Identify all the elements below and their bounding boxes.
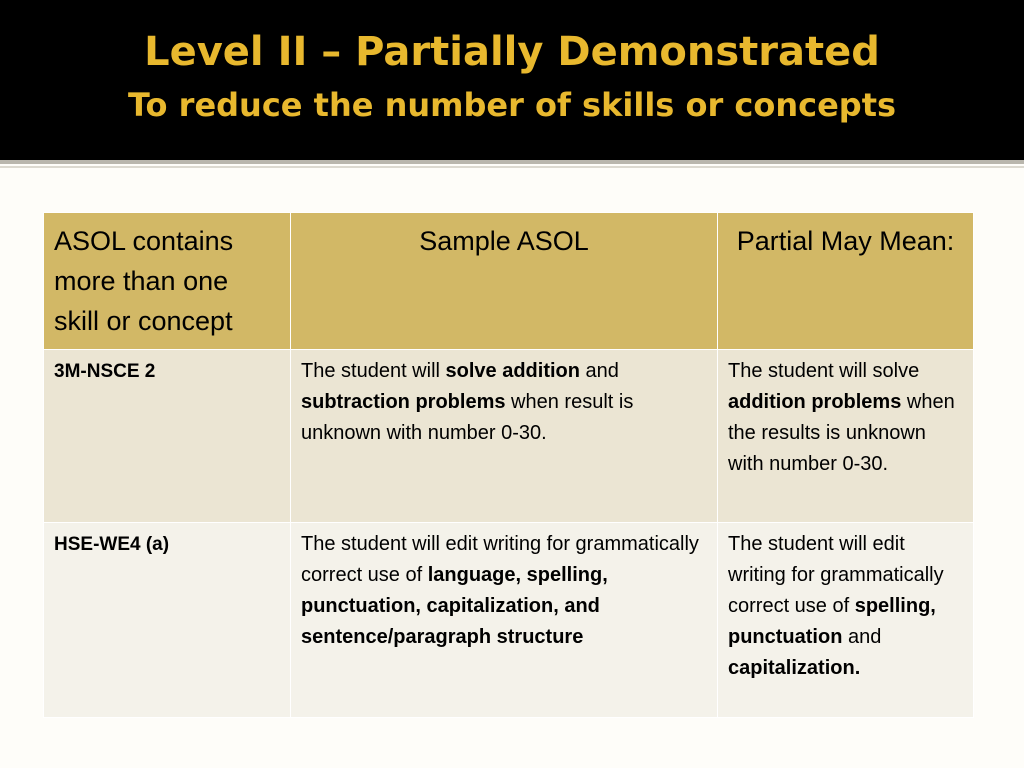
cell-text-segment: and bbox=[579, 360, 619, 382]
header-divider-light bbox=[0, 166, 1024, 168]
partial-meaning-cell bbox=[718, 523, 974, 718]
asol-code-cell: HSE-WE4 (a) bbox=[44, 523, 291, 718]
table-row bbox=[44, 523, 974, 718]
cell-text-segment: The student will solve bbox=[728, 360, 920, 382]
slide-title: Level II – Partially Demonstrated bbox=[144, 29, 880, 75]
column-header-sample-asol: Sample ASOL bbox=[291, 213, 718, 350]
cell-text-bold: language, spelling, punctuation, capitalization, and sentence/paragraph structure bbox=[301, 564, 608, 648]
cell-text-bold: solve addition bbox=[445, 360, 580, 382]
column-header-asol-contains: ASOL contains more than one skill or concept bbox=[44, 213, 291, 350]
cell-text-bold: subtraction problems bbox=[301, 391, 506, 413]
cell-text-bold: spelling, punctuation bbox=[728, 595, 936, 648]
header-divider bbox=[0, 160, 1024, 164]
cell-text-segment: when the results is unknown with number 0-30. bbox=[728, 391, 955, 475]
cell-text-segment: The student will edit writing for grammatically correct use of bbox=[301, 533, 699, 586]
table-row bbox=[44, 350, 974, 523]
asol-code-cell: 3M-NSCE 2 bbox=[44, 350, 291, 523]
cell-text-segment: and bbox=[842, 626, 882, 648]
partial-meaning-cell bbox=[718, 350, 974, 523]
cell-text-bold: addition problems bbox=[728, 391, 902, 413]
sample-asol-cell bbox=[291, 523, 718, 718]
sample-asol-cell bbox=[291, 350, 718, 523]
column-header-partial-may-mean: Partial May Mean: bbox=[718, 213, 974, 350]
asol-table bbox=[43, 212, 974, 718]
slide-subtitle: To reduce the number of skills or concepts bbox=[127, 86, 897, 124]
cell-text-segment: The student will edit writing for grammatically correct use of bbox=[728, 533, 944, 617]
slide-header bbox=[0, 0, 1024, 160]
cell-text-bold: capitalization. bbox=[728, 657, 861, 679]
cell-text-segment: when result is unknown with number 0-30. bbox=[301, 391, 634, 444]
cell-text-segment: The student will bbox=[301, 360, 446, 382]
table-header-row bbox=[44, 213, 974, 350]
